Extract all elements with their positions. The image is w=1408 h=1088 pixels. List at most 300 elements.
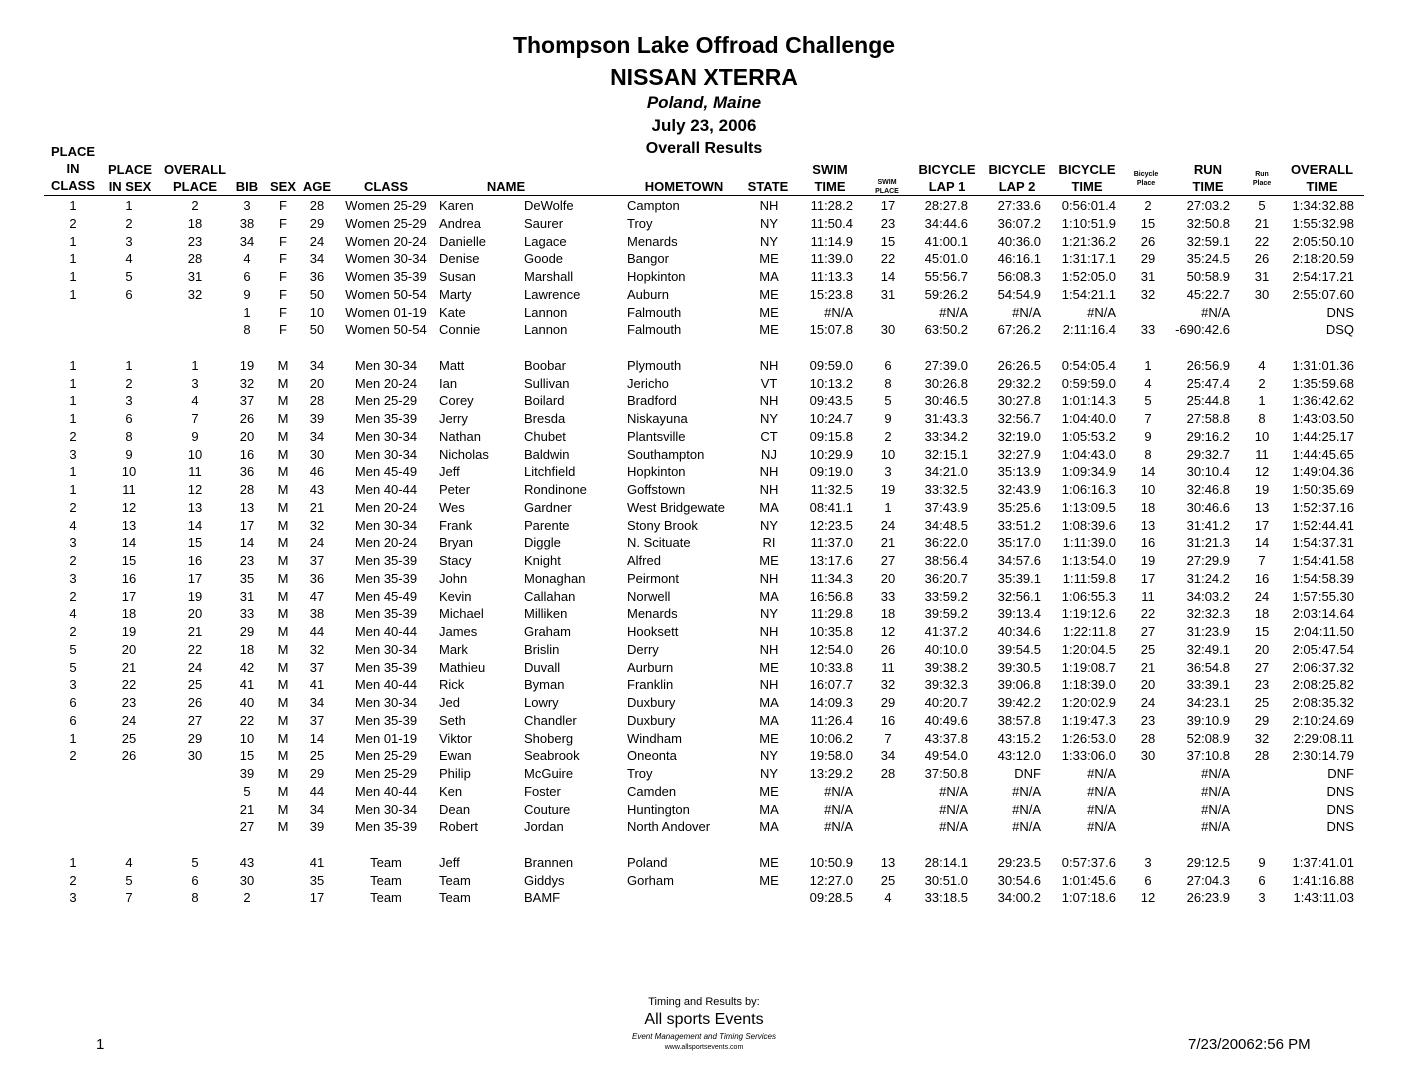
- cell-bicycle-lap2: 36:07.2: [997, 215, 1041, 231]
- cell-place-in-sex: 17: [121, 588, 137, 604]
- cell-last-name: Jordan: [524, 819, 564, 835]
- cell-bicycle-time: 1:21:36.2: [1061, 233, 1116, 249]
- cell-state: MA: [759, 499, 779, 515]
- cell-overall-place: 6: [191, 872, 199, 888]
- cell-class: Men 30-34: [354, 357, 418, 373]
- cell-bicycle-time: 0:56:01.4: [1061, 198, 1116, 213]
- cell-bicycle-time: 1:52:05.0: [1061, 269, 1116, 284]
- cell-run-place: 5: [1258, 198, 1266, 213]
- cell-swim-place: 7: [884, 730, 892, 746]
- cell-bicycle-time: 1:01:45.6: [1061, 872, 1116, 888]
- cell-bicycle-lap1: 39:38.2: [924, 659, 968, 675]
- cell-run-time: 33:39.1: [1186, 677, 1230, 693]
- cell-run-place: 4: [1258, 357, 1266, 373]
- cell-class: Men 30-34: [354, 695, 418, 710]
- cell-run-time: 32:49.1: [1186, 641, 1230, 657]
- cell-overall-time: 2:05:47.54: [1292, 641, 1354, 657]
- cell-run-time: 27:03.2: [1186, 198, 1230, 213]
- cell-bib: 15: [239, 748, 255, 764]
- cell-place-in-class: 2: [69, 428, 77, 444]
- cell-place-in-class: 2: [69, 588, 77, 604]
- cell-overall-time: 1:43:03.50: [1292, 411, 1354, 426]
- cell-bib: 6: [243, 269, 251, 284]
- cell-bicycle-place: 30: [1140, 748, 1156, 764]
- cell-bicycle-lap1: #N/A: [939, 819, 968, 835]
- cell-hometown: Norwell: [627, 588, 671, 604]
- cell-swim-time: 12:54.0: [809, 641, 853, 657]
- cell-swim-time: 09:19.0: [809, 464, 853, 480]
- cell-hometown: Poland: [627, 854, 668, 870]
- cell-swim-time: 15:23.8: [809, 286, 853, 302]
- cell-run-time: 37:10.8: [1186, 748, 1230, 764]
- cell-bicycle-lap2: 39:06.8: [997, 677, 1041, 693]
- cell-swim-place: 15: [880, 233, 896, 249]
- cell-place-in-sex: 21: [121, 659, 137, 675]
- cell-bicycle-place: 18: [1140, 499, 1156, 515]
- cell-bicycle-place: 3: [1144, 854, 1152, 870]
- cell-hometown: Derry: [627, 641, 659, 657]
- cell-age: 32: [309, 517, 325, 533]
- cell-sex: M: [277, 801, 289, 817]
- cell-sex: M: [277, 482, 289, 497]
- cell-bicycle-time: #N/A: [1087, 801, 1116, 817]
- cell-bib: 10: [239, 730, 255, 746]
- cell-age: 21: [309, 499, 325, 515]
- cell-run-time: 45:22.7: [1186, 286, 1230, 302]
- cell-state: MA: [759, 695, 779, 710]
- cell-last-name: Lowry: [524, 695, 559, 710]
- cell-overall-time: 2:54:17.21: [1292, 269, 1354, 284]
- cell-run-time: 31:41.2: [1186, 517, 1230, 533]
- cell-age: 32: [309, 641, 325, 657]
- cell-bicycle-lap1: 36:22.0: [924, 535, 968, 551]
- cell-state: MA: [759, 819, 779, 835]
- cell-bicycle-place: 32: [1140, 286, 1156, 302]
- cell-place-in-sex: 19: [121, 624, 137, 639]
- cell-age: 44: [309, 624, 325, 639]
- cell-swim-time: 14:09.3: [809, 695, 853, 710]
- cell-last-name: Marshall: [524, 269, 574, 284]
- cell-last-name: Duvall: [524, 659, 561, 675]
- cell-run-place: 14: [1254, 535, 1270, 551]
- cell-bicycle-time: 1:26:53.0: [1061, 730, 1116, 746]
- cell-bicycle-time: 1:04:43.0: [1061, 446, 1116, 462]
- cell-overall-place: 31: [187, 269, 203, 284]
- cell-age: 39: [309, 411, 325, 426]
- cell-bib: 38: [239, 215, 255, 231]
- cell-hometown: Plymouth: [627, 357, 682, 373]
- cell-bicycle-lap1: 37:50.8: [924, 766, 968, 781]
- cell-run-place: 1: [1258, 393, 1266, 409]
- cell-first-name: Karen: [439, 198, 474, 213]
- cell-place-in-class: 3: [69, 677, 77, 693]
- cell-bicycle-lap2: 39:42.2: [997, 695, 1041, 710]
- cell-bicycle-lap1: 27:39.0: [924, 357, 968, 373]
- cell-hometown: West Bridgewate: [627, 499, 726, 515]
- cell-place-in-sex: 1: [125, 198, 133, 213]
- cell-place-in-class: 2: [69, 624, 77, 639]
- cell-swim-time: 10:35.8: [809, 624, 853, 639]
- cell-swim-time: 11:50.4: [810, 215, 853, 231]
- cell-state: NY: [759, 233, 779, 249]
- cell-bicycle-time: 0:59:59.0: [1061, 375, 1116, 391]
- cell-bicycle-time: 1:11:59.8: [1062, 570, 1116, 586]
- cell-swim-place: 18: [880, 606, 896, 622]
- cell-bicycle-lap2: 29:23.5: [997, 854, 1041, 870]
- cell-hometown: Peirmont: [627, 570, 680, 586]
- cell-overall-time: 1:52:44.41: [1292, 517, 1354, 533]
- cell-bicycle-lap1: 31:43.3: [924, 411, 968, 426]
- cell-age: 34: [309, 428, 325, 444]
- cell-bicycle-time: #N/A: [1087, 819, 1116, 835]
- cell-state: NY: [759, 517, 779, 533]
- cell-hometown: Troy: [627, 766, 653, 781]
- cell-run-place: 6: [1258, 872, 1266, 888]
- cell-bicycle-lap1: 39:59.2: [924, 606, 968, 622]
- cell-bicycle-lap2: 32:43.9: [997, 482, 1041, 497]
- header-swim-time: SWIM TIME: [812, 162, 848, 194]
- cell-overall-place: 21: [187, 624, 203, 639]
- cell-swim-time: 11:14.9: [810, 233, 853, 249]
- cell-bicycle-lap2: 32:19.0: [997, 428, 1041, 444]
- cell-age: 41: [309, 677, 325, 693]
- cell-bicycle-lap2: 27:33.6: [997, 198, 1041, 213]
- timing-label: Timing and Results by:: [648, 996, 760, 1008]
- cell-first-name: Andrea: [439, 215, 481, 231]
- cell-state: CT: [760, 428, 778, 444]
- cell-age: 41: [309, 854, 325, 870]
- cell-age: 30: [309, 446, 325, 462]
- cell-run-place: 16: [1254, 570, 1270, 586]
- event-name: NISSAN XTERRA: [610, 64, 798, 90]
- cell-swim-time: 11:34.3: [810, 570, 853, 586]
- cell-bicycle-lap1: 30:51.0: [924, 872, 968, 888]
- cell-place-in-class: 1: [69, 251, 77, 267]
- cell-swim-time: 11:39.0: [810, 251, 853, 267]
- cell-overall-time: 1:54:58.39: [1292, 570, 1354, 586]
- cell-hometown: Gorham: [627, 872, 674, 888]
- cell-class: Women 35-39: [345, 269, 427, 284]
- cell-swim-time: 15:07.8: [809, 322, 853, 338]
- cell-overall-time: 1:49:04.36: [1292, 464, 1354, 480]
- header-age: AGE: [302, 179, 332, 194]
- cell-bib: 43: [239, 854, 255, 870]
- cell-place-in-sex: 9: [125, 446, 133, 462]
- cell-run-time: 39:10.9: [1186, 712, 1230, 728]
- cell-bicycle-place: 4: [1144, 375, 1152, 391]
- cell-hometown: Windham: [627, 730, 682, 746]
- cell-bib: 28: [239, 482, 255, 497]
- cell-state: MA: [759, 801, 779, 817]
- cell-overall-place: 19: [187, 588, 203, 604]
- cell-sex: M: [277, 730, 289, 746]
- cell-sex: M: [277, 624, 289, 639]
- cell-state: ME: [759, 730, 779, 746]
- cell-bicycle-place: 14: [1140, 464, 1156, 480]
- cell-place-in-class: 1: [69, 411, 77, 426]
- cell-swim-time: 08:41.1: [809, 499, 853, 515]
- cell-hometown: Menards: [627, 233, 678, 249]
- cell-place-in-class: 1: [69, 286, 77, 302]
- cell-bib: 16: [239, 446, 255, 462]
- cell-state: ME: [759, 872, 779, 888]
- cell-bib: 21: [239, 801, 255, 817]
- cell-first-name: Jeff: [439, 854, 460, 870]
- header-overall-place: OVERALL PLACE: [163, 162, 227, 194]
- cell-class: Men 20-24: [354, 375, 418, 391]
- cell-state: NH: [759, 570, 779, 586]
- cell-class: Men 35-39: [354, 553, 418, 568]
- cell-swim-time: 13:17.6: [809, 553, 853, 568]
- cell-bicycle-time: 1:22:11.8: [1062, 624, 1116, 639]
- cell-age: 50: [309, 322, 325, 338]
- cell-age: 36: [309, 570, 325, 586]
- cell-first-name: Robert: [439, 819, 479, 835]
- cell-bicycle-time: 0:57:37.6: [1061, 854, 1116, 870]
- cell-sex: M: [277, 659, 289, 675]
- cell-bicycle-lap2: 30:54.6: [997, 872, 1041, 888]
- cell-class: Men 20-24: [354, 535, 418, 551]
- cell-state: NH: [759, 641, 779, 657]
- cell-bib: 3: [243, 198, 251, 213]
- cell-bicycle-lap2: 32:56.1: [997, 588, 1041, 604]
- cell-last-name: Milliken: [524, 606, 568, 622]
- cell-swim-place: 11: [881, 659, 895, 675]
- cell-overall-place: 23: [187, 233, 203, 249]
- cell-place-in-class: 3: [69, 446, 77, 462]
- cell-bicycle-lap2: 40:36.0: [997, 233, 1041, 249]
- cell-first-name: Team: [439, 872, 471, 888]
- cell-first-name: Marty: [439, 286, 472, 302]
- cell-bicycle-lap1: 63:50.2: [924, 322, 968, 338]
- cell-run-place: 21: [1254, 215, 1270, 231]
- cell-first-name: Frank: [439, 517, 473, 533]
- cell-overall-time: 1:57:55.30: [1292, 588, 1354, 604]
- cell-swim-place: 13: [880, 854, 896, 870]
- cell-state: NH: [759, 357, 779, 373]
- cell-place-in-sex: 4: [125, 854, 133, 870]
- header-bicycle-lap1: BICYCLE LAP 1: [918, 162, 976, 194]
- cell-hometown: Duxbury: [627, 712, 676, 728]
- cell-state: NY: [759, 215, 779, 231]
- cell-run-time: 27:58.8: [1186, 411, 1230, 426]
- cell-swim-place: 16: [880, 712, 896, 728]
- cell-bicycle-lap1: 39:32.3: [924, 677, 968, 693]
- cell-bicycle-time: 1:19:08.7: [1061, 659, 1116, 675]
- cell-hometown: Plantsville: [627, 428, 686, 444]
- cell-sex: M: [277, 588, 289, 604]
- cell-run-place: 10: [1254, 428, 1270, 444]
- cell-bicycle-lap2: 54:54.9: [997, 286, 1041, 302]
- cell-place-in-sex: 14: [121, 535, 137, 551]
- cell-bicycle-lap2: 32:56.7: [997, 411, 1041, 426]
- cell-bicycle-lap1: 55:56.7: [924, 269, 968, 284]
- cell-last-name: Couture: [524, 801, 571, 817]
- cell-sex: F: [279, 304, 287, 320]
- cell-bicycle-place: 6: [1144, 872, 1152, 888]
- cell-run-place: 24: [1254, 588, 1270, 604]
- cell-run-time: #N/A: [1201, 304, 1230, 320]
- cell-swim-place: 6: [884, 357, 892, 373]
- cell-swim-place: 12: [880, 624, 896, 639]
- cell-state: ME: [759, 304, 779, 320]
- cell-class: Men 35-39: [354, 659, 418, 675]
- cell-overall-time: 2:05:50.10: [1292, 233, 1354, 249]
- cell-overall-time: 1:54:37.31: [1292, 535, 1354, 551]
- cell-overall-place: 28: [187, 251, 203, 267]
- cell-last-name: Lawrence: [524, 286, 581, 302]
- cell-run-time: 31:21.3: [1186, 535, 1230, 551]
- cell-swim-place: 3: [884, 464, 892, 480]
- header-class: CLASS: [363, 179, 409, 194]
- header-state: STATE: [747, 179, 789, 194]
- cell-bib: 32: [239, 375, 255, 391]
- cell-bib: 40: [239, 695, 255, 710]
- cell-age: 34: [309, 695, 325, 710]
- cell-state: MA: [759, 712, 779, 728]
- cell-bicycle-lap1: 34:44.6: [924, 215, 968, 231]
- cell-bicycle-lap2: 30:27.8: [997, 393, 1041, 409]
- cell-overall-place: 32: [187, 286, 203, 302]
- cell-bicycle-lap2: 67:26.2: [997, 322, 1041, 338]
- cell-bib: 8: [243, 322, 251, 338]
- cell-place-in-sex: 3: [125, 233, 133, 249]
- cell-swim-place: 17: [880, 198, 896, 213]
- cell-state: NH: [759, 198, 779, 213]
- cell-sex: F: [279, 251, 287, 267]
- cell-swim-time: 12:27.0: [809, 872, 853, 888]
- cell-state: ME: [759, 659, 779, 675]
- cell-overall-time: 2:29:08.11: [1293, 730, 1354, 746]
- cell-place-in-sex: 8: [125, 428, 133, 444]
- cell-sex: M: [277, 464, 289, 480]
- cell-bicycle-lap1: 34:48.5: [924, 517, 968, 533]
- cell-hometown: Stony Brook: [627, 517, 698, 533]
- cell-place-in-sex: 20: [121, 641, 137, 657]
- cell-overall-time: DNS: [1326, 819, 1354, 835]
- cell-bicycle-time: 1:13:09.5: [1061, 499, 1116, 515]
- cell-sex: M: [277, 570, 289, 586]
- cell-swim-time: 11:37.0: [810, 535, 853, 551]
- cell-hometown: Alfred: [627, 553, 661, 568]
- cell-last-name: Lagace: [524, 233, 567, 249]
- cell-age: 39: [309, 819, 325, 835]
- cell-swim-time: 11:32.5: [810, 482, 853, 497]
- cell-place-in-class: 5: [69, 641, 77, 657]
- cell-run-time: 27:29.9: [1186, 553, 1230, 568]
- cell-bicycle-place: 27: [1140, 624, 1156, 639]
- cell-hometown: Franklin: [627, 677, 674, 693]
- header-overall-time: OVERALL TIME: [1290, 162, 1354, 194]
- cell-state: ME: [759, 322, 779, 338]
- cell-place-in-class: 2: [69, 499, 77, 515]
- cell-bicycle-lap1: 28:14.1: [924, 854, 968, 870]
- cell-bicycle-lap1: 43:37.8: [924, 730, 968, 746]
- cell-hometown: N. Scituate: [627, 535, 691, 551]
- cell-bicycle-time: 1:20:02.9: [1061, 695, 1116, 710]
- cell-hometown: Hopkinton: [627, 464, 686, 480]
- cell-swim-time: 13:29.2: [809, 766, 853, 781]
- cell-swim-time: 10:24.7: [809, 411, 853, 426]
- cell-run-time: 25:47.4: [1186, 375, 1230, 391]
- cell-sex: F: [279, 215, 287, 231]
- cell-sex: F: [279, 233, 287, 249]
- cell-overall-place: 18: [187, 215, 203, 231]
- cell-last-name: Boilard: [524, 393, 565, 409]
- cell-bib: 39: [239, 766, 255, 781]
- cell-overall-place: 26: [187, 695, 203, 710]
- cell-last-name: Bresda: [524, 411, 566, 426]
- cell-swim-place: 19: [880, 482, 896, 497]
- cell-class: Men 45-49: [354, 464, 418, 480]
- cell-bicycle-lap1: 33:18.5: [924, 890, 968, 906]
- cell-run-time: 34:03.2: [1186, 588, 1230, 604]
- cell-swim-time: 11:29.8: [810, 606, 853, 622]
- cell-swim-time: #N/A: [824, 819, 853, 835]
- cell-age: 43: [309, 482, 325, 497]
- cell-run-place: 2: [1258, 375, 1266, 391]
- cell-bicycle-lap1: 36:20.7: [924, 570, 968, 586]
- cell-bicycle-place: 13: [1140, 517, 1156, 533]
- cell-bib: 4: [243, 251, 251, 267]
- cell-bicycle-time: #N/A: [1087, 783, 1116, 799]
- cell-swim-time: 10:50.9: [809, 854, 853, 870]
- cell-place-in-sex: 25: [121, 730, 137, 746]
- cell-place-in-class: 2: [69, 215, 77, 231]
- cell-overall-time: 2:03:14.64: [1292, 606, 1354, 622]
- cell-first-name: Corey: [439, 393, 474, 409]
- cell-hometown: Falmouth: [627, 322, 682, 338]
- cell-class: Men 30-34: [354, 446, 418, 462]
- cell-bicycle-place: 9: [1144, 428, 1152, 444]
- cell-hometown: Goffstown: [627, 482, 686, 497]
- cell-swim-place: 14: [880, 269, 896, 284]
- cell-run-place: 28: [1254, 748, 1270, 764]
- cell-bicycle-lap1: #N/A: [939, 783, 968, 799]
- cell-bicycle-lap1: 41:37.2: [924, 624, 968, 639]
- cell-bicycle-place: 12: [1140, 890, 1156, 906]
- cell-overall-place: 20: [187, 606, 203, 622]
- cell-overall-time: DSQ: [1325, 322, 1354, 338]
- cell-sex: F: [279, 269, 287, 284]
- cell-overall-time: 1:36:42.62: [1292, 393, 1354, 409]
- cell-bicycle-time: 1:01:14.3: [1061, 393, 1116, 409]
- cell-sex: M: [277, 393, 289, 409]
- cell-bicycle-place: 1: [1144, 357, 1152, 373]
- cell-overall-place: 25: [187, 677, 203, 693]
- cell-sex: M: [277, 428, 289, 444]
- cell-first-name: Bryan: [439, 535, 473, 551]
- cell-place-in-class: 4: [69, 606, 77, 622]
- cell-place-in-class: 2: [69, 872, 77, 888]
- cell-run-time: 26:56.9: [1186, 357, 1230, 373]
- cell-hometown: Hopkinton: [627, 269, 686, 284]
- cell-place-in-sex: 18: [121, 606, 137, 622]
- cell-last-name: Graham: [524, 624, 571, 639]
- cell-bib: 19: [239, 357, 255, 373]
- cell-class: Men 01-19: [354, 730, 418, 746]
- cell-place-in-sex: 1: [125, 357, 133, 373]
- cell-bib: 31: [239, 588, 255, 604]
- cell-run-time: 52:08.9: [1186, 730, 1230, 746]
- cell-last-name: Byman: [524, 677, 565, 693]
- cell-class: Team: [370, 872, 402, 888]
- cell-bicycle-lap2: 33:51.2: [997, 517, 1041, 533]
- cell-first-name: Kevin: [439, 588, 472, 604]
- cell-swim-time: 09:43.5: [809, 393, 853, 409]
- cell-run-time: 30:46.6: [1186, 499, 1230, 515]
- cell-state: ME: [759, 251, 779, 267]
